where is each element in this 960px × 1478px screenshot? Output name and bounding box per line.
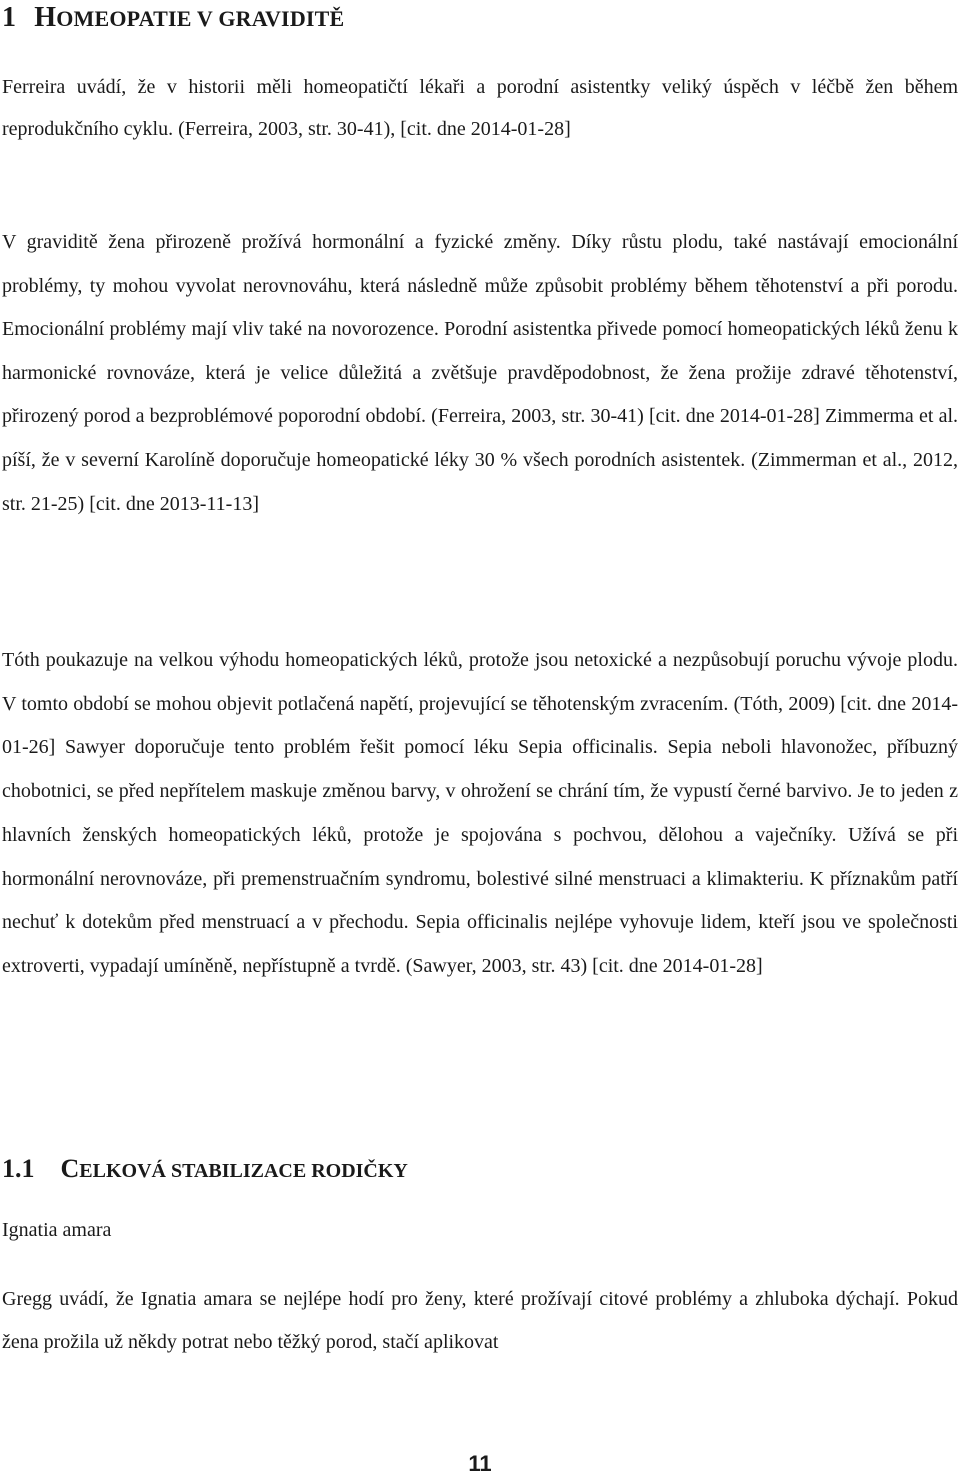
section-title-rest: ELKOVÁ STABILIZACE RODIČKY (79, 1160, 408, 1182)
chapter-number: 1 (2, 2, 17, 33)
section-number: 1.1 (2, 1154, 35, 1183)
paragraph-2: V graviditě žena přirozeně prožívá hormonální a fyzické změny. Díky růstu plodu, také nastávají emocionální problémy, ty mohou vyvolat nerovnováhu, která následně může způsobit problémy během těhotenství a při porodu. Emocionální problémy mají vliv také na novorozence. Porodní asistentka přivede pomocí homeopatických léků ženu k harmonické rovnováze, která je velice důležitá a zvětšuje pravděpodobnost, že žena prožije zdravé těhotenství, přirozený porod a bezproblémové poporodní období. (Ferreira, 2003, str. 30-41) [cit. dne 2014-01-28] Zimmerma et al. píší, že v severní Karolíně doporučuje homeopatické léky 30 % všech porodních asistentek. (Zimmerman et al., 2012, str. 21-25) [cit. dne 2013-11-13] (2, 231, 958, 515)
chapter-title-rest: OMEOPATIE V GRAVIDITĚ (56, 6, 345, 31)
chapter-heading (2, 0, 344, 37)
paragraph-1: Ferreira uvádí, že v historii měli homeopatičtí lékaři a porodní asistentky veliký úspěch v léčbě žen během reprodukčního cyklu. (Ferreira, 2003, str. 30-41), [cit. dne 2014-01-28] (2, 76, 958, 140)
paragraph-last: Gregg uvádí, že Ignatia amara se nejlépe hodí pro ženy, které prožívají citové problémy a zhluboka dýchají. Pokud žena prožila už někdy potrat nebo těžký porod, stačí aplikovat (2, 1288, 958, 1353)
section-heading (2, 1152, 408, 1188)
chapter-title-initial: H (34, 2, 57, 33)
page-number: 11 (468, 1451, 492, 1476)
subheading-ignatia: Ignatia amara (2, 1219, 112, 1241)
section-title-initial: C (60, 1154, 80, 1183)
paragraph-3: Tóth poukazuje na velkou výhodu homeopatických léků, protože jsou netoxické a nezpůsobují poruchu vývoje plodu. V tomto období se mohou objevit potlačená napětí, projevující se těhotenským zvracením. (Tóth, 2009) [cit. dne 2014-01-26] Sawyer doporučuje tento problém řešit pomocí léku Sepia officinalis. Sepia neboli hlavonožec, příbuzný chobotnici, se před nepřítelem maskuje změnou barvy, v ohrožení se chrání tím, že vypustí černé barvivo. Je to jeden z hlavních ženských homeopatických léků, protože je spojována s pochvou, dělohou a vaječníky. Užívá se při hormonální nerovnováze, při premenstruačním syndromu, bolestivé silné menstruaci a klimakteriu. K příznakům patří nechuť k dotekům před menstruací a v přechodu. Sepia officinalis nejlépe vyhovuje lidem, kteří jsou ve společnosti extroverti, vypadají umíněně, nepřístupně a tvrdě. (Sawyer, 2003, str. 43) [cit. dne 2014-01-28] (2, 649, 958, 977)
